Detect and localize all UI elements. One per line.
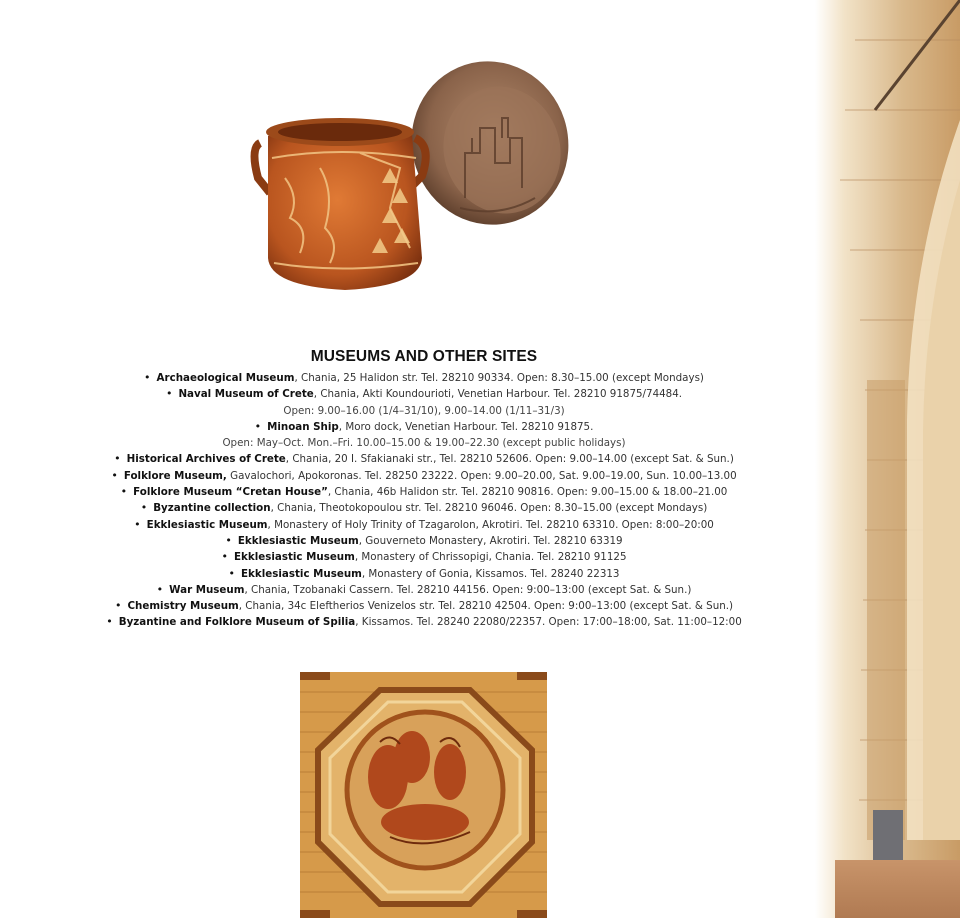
page-title: MUSEUMS AND OTHER SITES xyxy=(310,348,538,366)
museum-name: Minoan Ship xyxy=(267,420,339,433)
museum-entry xyxy=(0,484,848,500)
museum-name: Byzantine and Folklore Museum of Spilia xyxy=(118,616,356,629)
museum-list xyxy=(0,370,848,631)
bullet-icon: • xyxy=(228,566,236,580)
museum-entry xyxy=(0,533,848,549)
museum-entry xyxy=(0,598,848,614)
museum-name: War Museum xyxy=(169,583,245,596)
museum-entry xyxy=(0,370,848,386)
museum-details: , Chania, 46b Halidon str. Tel. 28210 90816. Open: 9.00–15.00 & 18.00–21.00 xyxy=(327,486,728,499)
museum-details: , Chania, 20 I. Sfakianaki str., Tel. 28210 52606. Open: 9.00–14.00 (except Sat. & Sun.) xyxy=(285,453,734,466)
museum-entry xyxy=(0,403,848,419)
museum-details: , Kissamos. Tel. 28240 22080/22357. Open: 17:00–18:00, Sat. 11:00–12:00 xyxy=(355,616,742,629)
museum-details: , Monastery of Holy Trinity of Tzagarolon, Akrotiri. Tel. 28210 63310. Open: 8:00–20:00 xyxy=(267,518,714,531)
museum-name: Ekklesiastic Museum xyxy=(234,551,355,564)
museum-name: Folklore Museum “Cretan House” xyxy=(133,486,328,499)
bullet-icon: • xyxy=(134,517,141,531)
bullet-icon: • xyxy=(140,501,148,515)
museum-details: , Chania, 25 Halidon str. Tel. 28210 90334. Open: 8.30–15.00 (except Mondays) xyxy=(294,372,704,384)
museum-name: Ekklesiastic Museum xyxy=(146,518,268,531)
bullet-icon: • xyxy=(156,582,164,596)
museum-details: , Chania, Akti Koundourioti, Venetian Harbour. Tel. 28210 91875/74484. xyxy=(313,388,683,401)
bullet-icon: • xyxy=(221,550,228,564)
museum-details: , Moro dock, Venetian Harbour. Tel. 28210 91875. xyxy=(338,420,594,433)
museum-name: Byzantine collection xyxy=(153,502,271,515)
venetian-arch-photo xyxy=(815,0,960,918)
museum-name: Folklore Museum, xyxy=(123,469,227,482)
museum-details: , Monastery of Chrissopigi, Chania. Tel. 28210 91125 xyxy=(354,551,627,564)
museum-entry xyxy=(0,468,848,484)
bullet-icon: • xyxy=(114,452,121,466)
museum-details: , Chania, Tzobanaki Cassern. Tel. 28210 44156. Open: 9:00–13:00 (except Sat. & Sun.) xyxy=(244,583,692,596)
museum-details: , Monastery of Gonia, Kissamos. Tel. 28240 22313 xyxy=(361,567,620,580)
museum-details: Open: 9.00–16.00 (1/4–31/10), 9.00–14.00 (1/11–31/3) xyxy=(283,404,565,417)
museum-entry xyxy=(0,549,848,565)
bullet-icon: • xyxy=(111,468,118,482)
bullet-icon: • xyxy=(165,387,173,401)
museum-details: , Chania, 34c Eleftherios Venizelos str. Tel. 28210 42504. Open: 9:00–13:00 (except Sat. & Sun.) xyxy=(238,600,734,613)
museum-entry xyxy=(0,566,848,582)
museum-name: Chemistry Museum xyxy=(127,600,239,613)
museum-details: Open: May–Oct. Mon.–Fri. 10.00–15.00 & 19.00–22.30 (except public holidays) xyxy=(222,437,626,450)
museum-name: Historical Archives of Crete xyxy=(126,453,286,466)
museum-entry xyxy=(0,435,848,451)
museum-details: Gavalochori, Apokoronas. Tel. 28250 23222. Open: 9.00–20.00, Sat. 9.00–19.00, Sun. 10.00–13.00 xyxy=(226,469,737,482)
museum-entry xyxy=(0,451,848,467)
museum-details: , Chania, Theotokopoulou str. Tel. 28210 96046. Open: 8.30–15.00 (except Mondays) xyxy=(270,502,708,515)
bullet-icon: • xyxy=(120,485,128,499)
museum-entry xyxy=(0,582,848,598)
museum-entry xyxy=(0,614,848,630)
museum-entry xyxy=(0,419,848,435)
bullet-icon: • xyxy=(114,599,122,613)
mosaic-image xyxy=(300,672,547,918)
museum-entry xyxy=(0,386,848,402)
arch-image xyxy=(815,0,960,918)
bullet-icon: • xyxy=(254,419,262,433)
bullet-icon: • xyxy=(144,371,151,384)
museum-name: Ekklesiastic Museum xyxy=(237,534,359,547)
museum-name: Naval Museum of Crete xyxy=(178,388,314,401)
bullet-icon: • xyxy=(225,533,232,547)
minoan-pottery-illustration xyxy=(240,58,580,293)
museum-entry xyxy=(0,500,848,516)
museum-name: Archaeological Museum xyxy=(156,372,295,384)
museum-details: , Gouverneto Monastery, Akrotiri. Tel. 28210 63319 xyxy=(358,534,623,547)
pottery-image xyxy=(240,58,580,293)
mosaic-illustration xyxy=(300,672,547,918)
bullet-icon: • xyxy=(106,615,113,629)
museum-name: Ekklesiastic Museum xyxy=(241,567,362,580)
museum-entry xyxy=(0,517,848,533)
